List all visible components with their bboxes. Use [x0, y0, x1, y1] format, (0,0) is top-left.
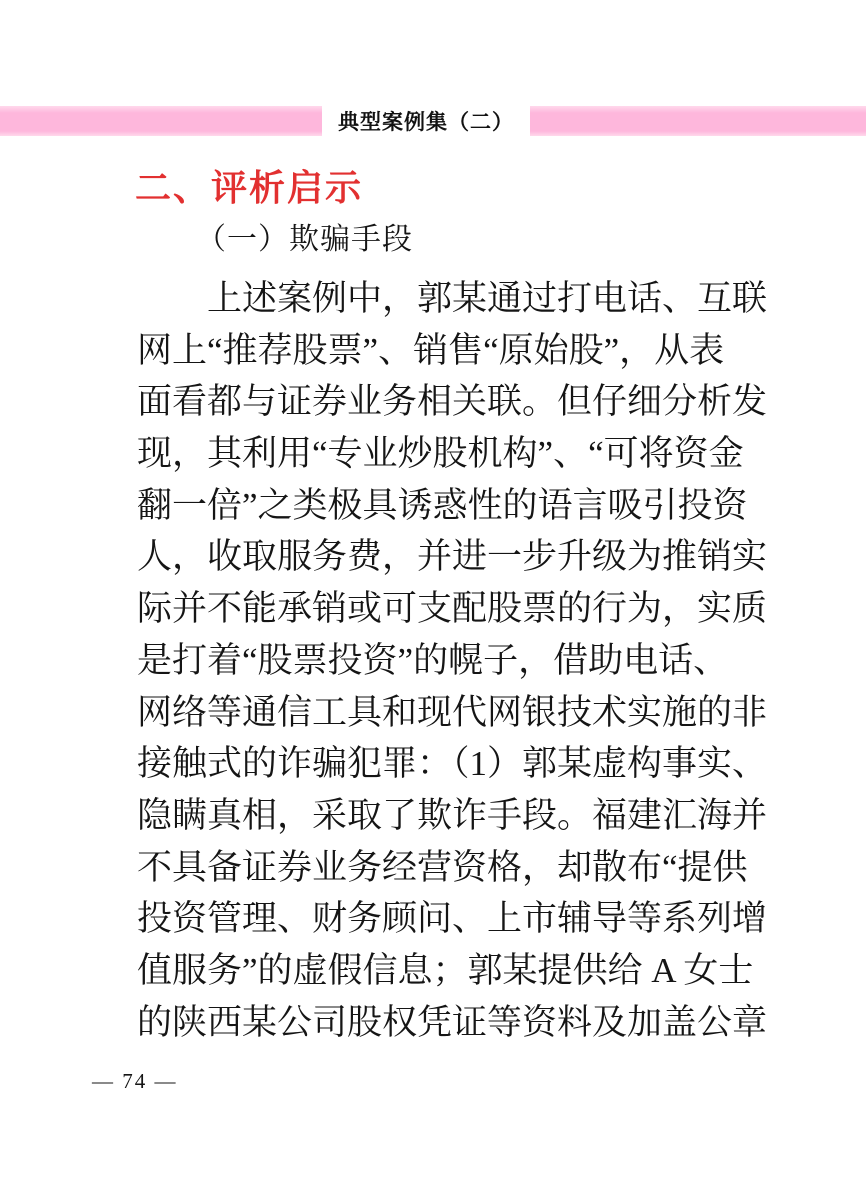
header-pink-bar-left: [0, 106, 322, 136]
body-text-line: 人，收取服务费，并进一步升级为推销实: [137, 537, 768, 577]
body-text-line: 是打着“股票投资”的幌子，借助电话、: [137, 640, 729, 680]
page-number: — 74 —: [92, 1069, 178, 1093]
body-text-line: 接触式的诈骗犯罪：（1）郭某虚构事实、: [137, 744, 768, 784]
body-text: [137, 273, 768, 1048]
body-text-line: 投资管理、财务顾问、上市辅导等系列增: [137, 899, 768, 939]
body-text-line: 不具备证券业务经营资格，却散布“提供: [137, 847, 748, 887]
body-text-line: 隐瞒真相，采取了欺诈手段。福建汇海并: [137, 795, 768, 835]
body-text-line: 上述案例中，郭某通过打电话、互联: [207, 279, 768, 318]
body-text-line: 的陕西某公司股权凭证等资料及加盖公章: [137, 1002, 768, 1042]
header-title-gap: [322, 106, 530, 136]
body-text-line: 网络等通信工具和现代网银技术实施的非: [137, 692, 768, 732]
body-text-line: 翻一倍”之类极具诱惑性的语言吸引投资: [137, 485, 748, 525]
running-header-title: 典型案例集（二）: [338, 111, 514, 134]
body-text-line: 现，其利用“专业炒股机构”、“可将资金: [137, 434, 744, 474]
section-heading: 二、评析启示: [135, 167, 364, 208]
sub-heading: （一）欺骗手段: [196, 223, 413, 256]
body-text-line: 网上“推荐股票”、销售“原始股”，从表: [137, 330, 725, 370]
body-text-line: 值服务”的虚假信息；郭某提供给 A 女士: [137, 950, 754, 990]
body-text-line: 际并不能承销或可支配股票的行为，实质: [137, 589, 768, 629]
body-text-line: 面看都与证券业务相关联。但仔细分析发: [137, 382, 768, 422]
running-header: [0, 106, 866, 136]
header-pink-bar-right: [530, 106, 866, 136]
